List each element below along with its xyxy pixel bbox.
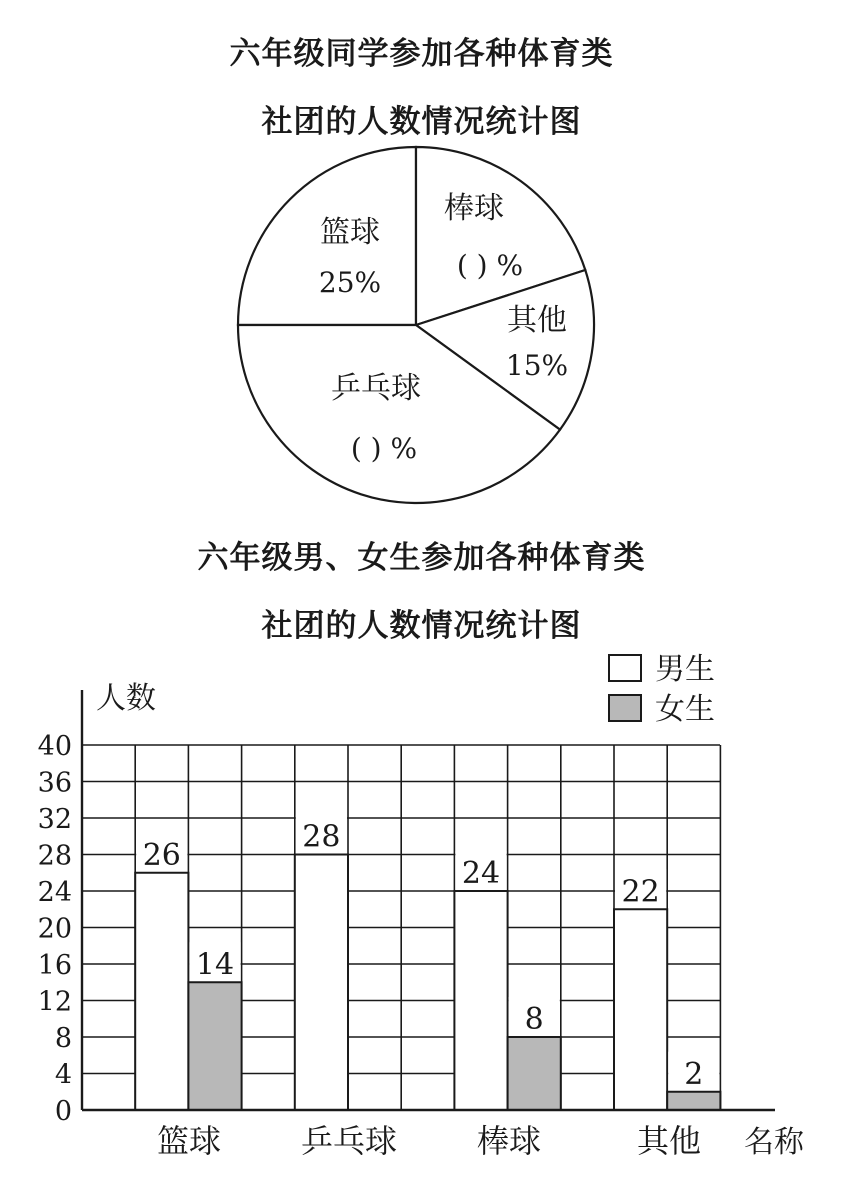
pie-chart-subtitle: 社团的人数情况统计图: [261, 104, 582, 140]
bar-value-girls-3: 8: [524, 1002, 544, 1037]
pie-slice-name-2: 棒球: [444, 191, 504, 226]
bar-girls-1: [188, 982, 241, 1110]
y-tick-label-32: 32: [37, 804, 72, 835]
pie-slice-label-1: 25%: [318, 266, 382, 299]
bar-value-girls-4: 2: [684, 1056, 704, 1092]
pie-chart-title: 六年级同学参加各种体育类: [229, 36, 614, 72]
x-category-label-1: 篮球: [156, 1122, 222, 1160]
y-axis-title: 人数: [96, 681, 156, 716]
bar-value-boys-2: 28: [302, 819, 341, 855]
bar-girls-4: [667, 1092, 720, 1110]
x-category-label-3: 棒球: [476, 1122, 542, 1160]
y-tick-label-36: 36: [37, 767, 72, 799]
y-tick-label-16: 16: [37, 950, 72, 981]
pie-slice-name-1: 篮球: [320, 215, 380, 250]
y-tick-label-24: 24: [37, 877, 72, 908]
pie-slice-name-4: 乒乓球: [331, 371, 421, 406]
bar-value-boys-3: 24: [461, 856, 501, 891]
y-tick-label-20: 20: [37, 913, 72, 945]
x-category-label-2: 乒乓球: [300, 1122, 398, 1160]
y-tick-label-8: 8: [54, 1023, 72, 1054]
y-tick-label-28: 28: [37, 840, 72, 872]
bar-boys-3: [454, 891, 507, 1110]
bar-chart-title: 六年级男、女生参加各种体育类: [197, 540, 646, 576]
y-tick-label-0: 0: [54, 1096, 72, 1127]
pie-slice-label-3: 15%: [505, 349, 569, 382]
y-tick-label-4: 4: [54, 1059, 72, 1091]
legend-swatch-boys: [609, 655, 641, 681]
pie-slice-name-3: 其他: [507, 303, 567, 338]
bar-boys-4: [614, 909, 667, 1110]
x-axis-title: 名称: [744, 1125, 804, 1160]
pie-slice-label-2: ( ) %: [456, 249, 524, 282]
bar-value-boys-4: 22: [621, 874, 660, 910]
x-category-label-4: 其他: [636, 1122, 702, 1160]
pie-slice-label-4: ( ) %: [350, 432, 418, 465]
y-tick-label-40: 40: [37, 731, 72, 762]
legend-label-boys: 男生: [655, 652, 715, 687]
bar-boys-1: [135, 873, 188, 1110]
bar-girls-3: [508, 1037, 561, 1110]
bar-value-boys-1: 26: [142, 837, 181, 873]
bar-value-girls-1: 14: [195, 947, 235, 983]
bar-chart-subtitle: 社团的人数情况统计图: [261, 608, 582, 644]
bar-boys-2: [295, 855, 348, 1111]
y-tick-label-12: 12: [37, 986, 72, 1018]
legend-label-girls: 女生: [655, 692, 715, 727]
legend-swatch-girls: [609, 695, 641, 721]
